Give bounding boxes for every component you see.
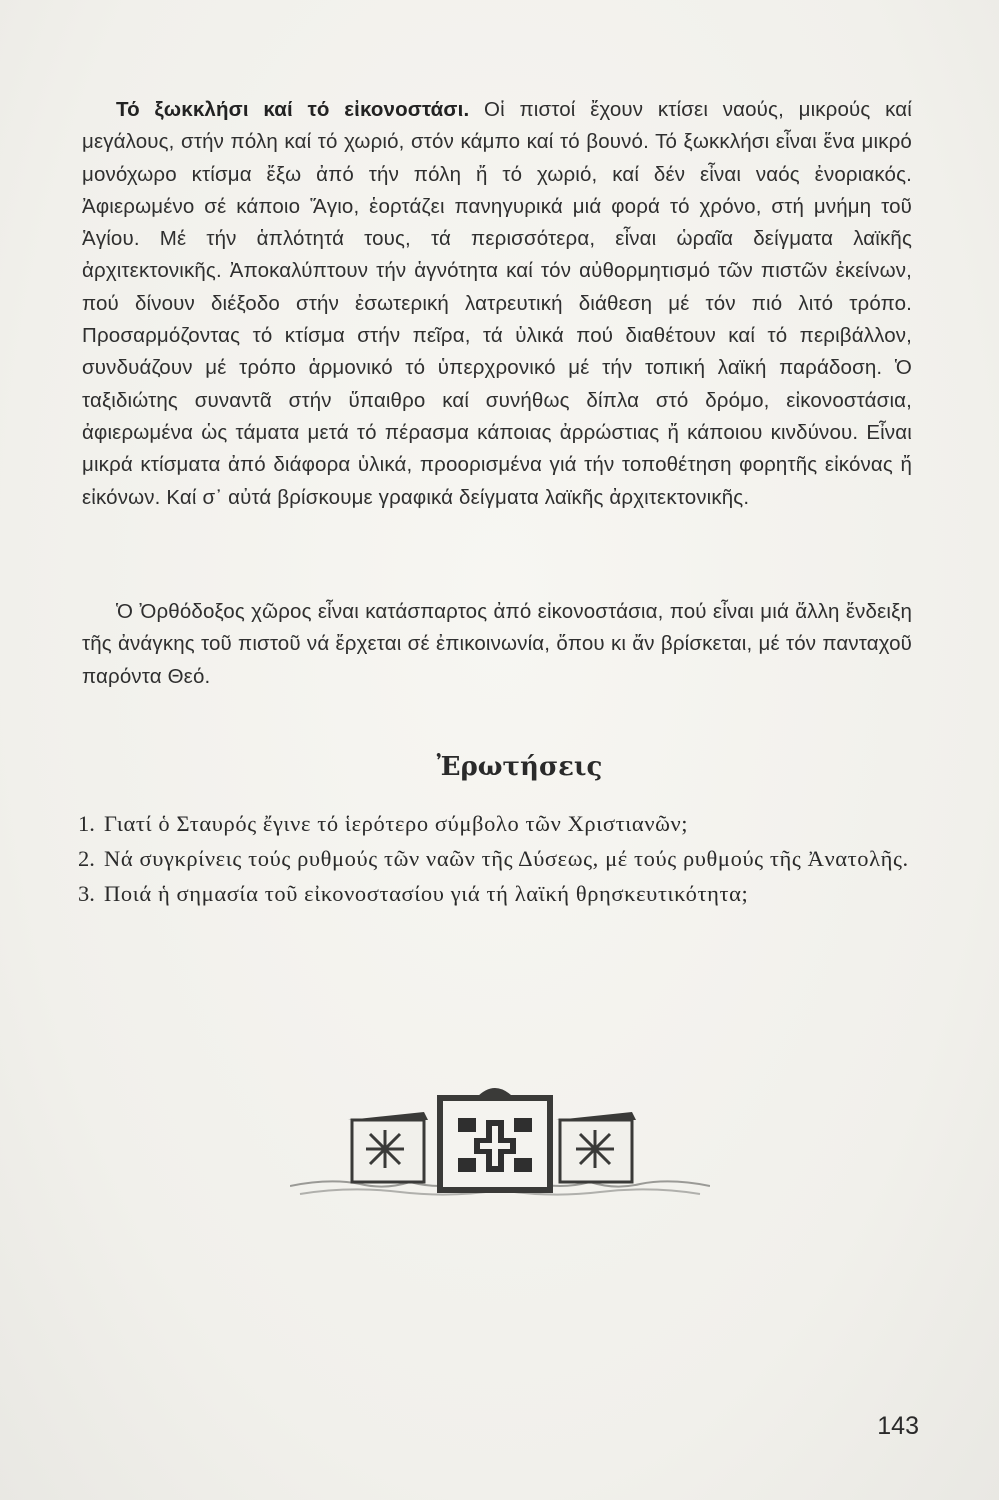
question-item: 3. Ποιά ἡ σημασία τοῦ εἰκονοστασίου γιά τή λαϊκή θρησκευτικότητα; (78, 881, 749, 906)
questions-list (78, 807, 912, 912)
church-icon (290, 1078, 710, 1208)
question-item: 2. Νά συγκρίνεις τούς ρυθμούς τῶν ναῶν τῆς Δύσεως, μέ τούς ρυθμούς τῆς Ἀνατολῆς. (78, 846, 909, 871)
question-item: 1. Γιατί ὁ Σταυρός ἔγινε τό ἱερότερο σύμβολο τῶν Χριστιανῶν; (78, 811, 689, 836)
page-number: 143 (877, 1412, 919, 1440)
paragraph-body: Οἱ πιστοί ἔχουν κτίσει ναούς, μικρούς καί μεγάλους, στήν πόλη καί τό χωριό, στόν κάμπο καί τό βουνό. Τό ξωκκλήσι εἶναι ἕνα μικρό μονόχωρο κτίσμα ἔξω ἀπό τήν πόλη ἤ τό χωριό, καί δέν εἶναι ναός ἐνοριακός. Ἀφιερωμένο σέ κάποιο Ἅγιο, ἑορτάζει πανηγυρικά μιά φορά τό χρόνο, στή μνήμη τοῦ Ἁγίου. Μέ τήν ἁπλότητά τους, τά περισσότερα, εἶναι ὡραῖα δείγματα λαϊκῆς ἀρχιτεκτονικῆς. Ἀποκαλύπτουν τήν ἁγνότητα καί τόν αὐθορμητισμό τῶν πιστῶν ἐκείνων, πού δίνουν διέξοδο στήν ἐσωτερική λατρευτική διάθεση μέ τόν πιό λιτό τρόπο. Προσαρμόζοντας τό κτίσμα στήν πεῖρα, τά ὑλικά πού διαθέτουν καί τό περιβάλλον, συνδυάζουν μέ τρόπο ἁρμονικό τό ὑπερχρονικό μέ τήν τοπική λαϊκή παράδοση. Ὁ ταξιδιώτης συναντᾶ στήν ὕπαιθρο καί συνήθως δίπλα στό δρόμο, εἰκονοστάσια, ἀφιερωμένα ὡς τάματα μετά τό πέρασμα κάποιας ἀρρώστιας ἤ κάποιου κινδύνου. Εἶναι μικρά κτίσματα ἀπό διάφορα ὑλικά, προορισμένα γιά τήν τοποθέτηση φορητῆς εἰκόνας ἤ εἰκόνων. Καί σ᾿ αὐτά βρίσκουμε γραφικά δείγματα λαϊκῆς ἀρχιτεκτονικῆς. (82, 98, 912, 509)
paragraph-title: Τό ξωκκλήσι καί τό εἰκονοστάσι. (116, 98, 470, 121)
paragraph-orthodox-space: Ὁ Ὀρθόδοξος χῶρος εἶναι κατάσπαρτος ἀπό εἰκονοστάσια, πού εἶναι μιά ἄλλη ἔνδειξη τῆς ἀνάγκης τοῦ πιστοῦ νά ἔρχεται σέ ἐπικοινωνία, ὅπου κι ἄν βρίσκεται, μέ τόν πανταχοῦ παρόντα Θεό. (82, 600, 912, 688)
paragraph-chapels (82, 94, 912, 514)
questions-heading: Ἐρωτήσεις (436, 752, 603, 782)
